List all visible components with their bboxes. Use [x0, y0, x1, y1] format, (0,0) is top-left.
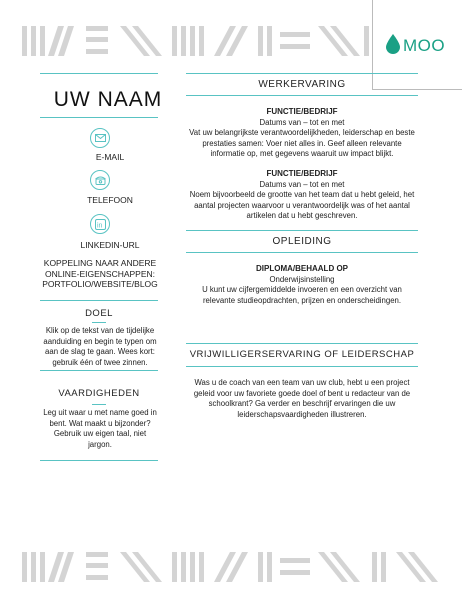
decorative-pattern-bottom [0, 548, 462, 586]
job-dates: Datums van – tot en met [259, 117, 345, 127]
experience-bottom-rule [186, 95, 418, 96]
education-top-rule [186, 230, 418, 231]
job-entry-2 [186, 169, 418, 222]
institution: Onderwijsinstelling [269, 274, 335, 284]
name-bottom-rule [40, 117, 158, 118]
goal-text: Klik op de tekst van de tijdelijke aanduiding en begin te typen om aan de slag te gaan. Wees kort: gebruik één of twee zinnen. [43, 326, 157, 367]
goal-title: DOEL [85, 308, 113, 319]
skills-bottom-rule [40, 460, 158, 461]
education-entry [186, 264, 418, 306]
linkedin-label: LINKEDIN-URL [80, 240, 140, 250]
job-entry-1 [186, 107, 418, 160]
volunteer-title: VRIJWILLIGERSERVARING OF LEIDERSCHAP [189, 349, 415, 360]
drop-logo-icon [386, 34, 400, 54]
job-dates: Datums van – tot en met [259, 179, 345, 189]
candidate-name: UW NAAM [53, 88, 163, 111]
email-label: E-MAIL [95, 152, 125, 162]
experience-top-rule [186, 73, 418, 74]
education-title: OPLEIDING [272, 236, 332, 247]
online-links-label: KOPPELING NAAR ANDERE ONLINE-EIGENSCHAPPEN: PORTFOLIO/WEBSITE/BLOG [42, 258, 158, 289]
experience-title: WERKERVARING [258, 79, 346, 90]
job-title: FUNCTIE/BEDRIJF [266, 107, 338, 116]
job-title: FUNCTIE/BEDRIJF [266, 169, 338, 178]
goal-bottom-rule [40, 370, 158, 371]
skills-text: Leg uit waar u met name goed in bent. Wat maakt u bijzonder? Gebruik uw eigen taal, niet jargon. [43, 408, 157, 449]
education-bottom-rule [186, 252, 418, 253]
svg-text:in: in [96, 222, 102, 229]
name-top-rule [40, 73, 158, 74]
goal-top-rule [40, 300, 158, 301]
email-icon [90, 128, 110, 148]
logo-text: MOO [403, 36, 446, 55]
degree-title: DIPLOMA/BEHAALD OP [256, 264, 348, 273]
skills-dash [92, 404, 106, 405]
job-description: Vat uw belangrijkste verantwoordelijkheden, leiderschap en beste prestaties samen: Voer niet alles in. Geef alleen relevante informatie op, met gegevens waaruit uw impact blijkt. [189, 128, 415, 158]
skills-title: VAARDIGHEDEN [58, 388, 140, 399]
education-description: U kunt uw cijfergemiddelde invoeren en een overzicht van relevante studieopdrachten, prijzen en onderscheidingen. [202, 285, 402, 305]
goal-dash [92, 322, 106, 323]
volunteer-top-rule [186, 343, 418, 344]
volunteer-bottom-rule [186, 366, 418, 367]
phone-icon [90, 170, 110, 190]
phone-label: TELEFOON [87, 195, 133, 205]
volunteer-text: Was u de coach van een team van uw club, hebt u een project geleid voor uw favoriete goede doel of bent u redacteur van de schoolkrant? Ga verder en beschrijf ervaringen die uw leiderschapsvaardigheden illustreren. [193, 378, 411, 419]
job-description: Noem bijvoorbeeld de grootte van het team dat u hebt geleid, het aantal projecten waarvoor u verantwoordelijk was of het aantal artikelen dat u hebt geschreven. [189, 190, 415, 220]
linkedin-icon [90, 214, 110, 234]
